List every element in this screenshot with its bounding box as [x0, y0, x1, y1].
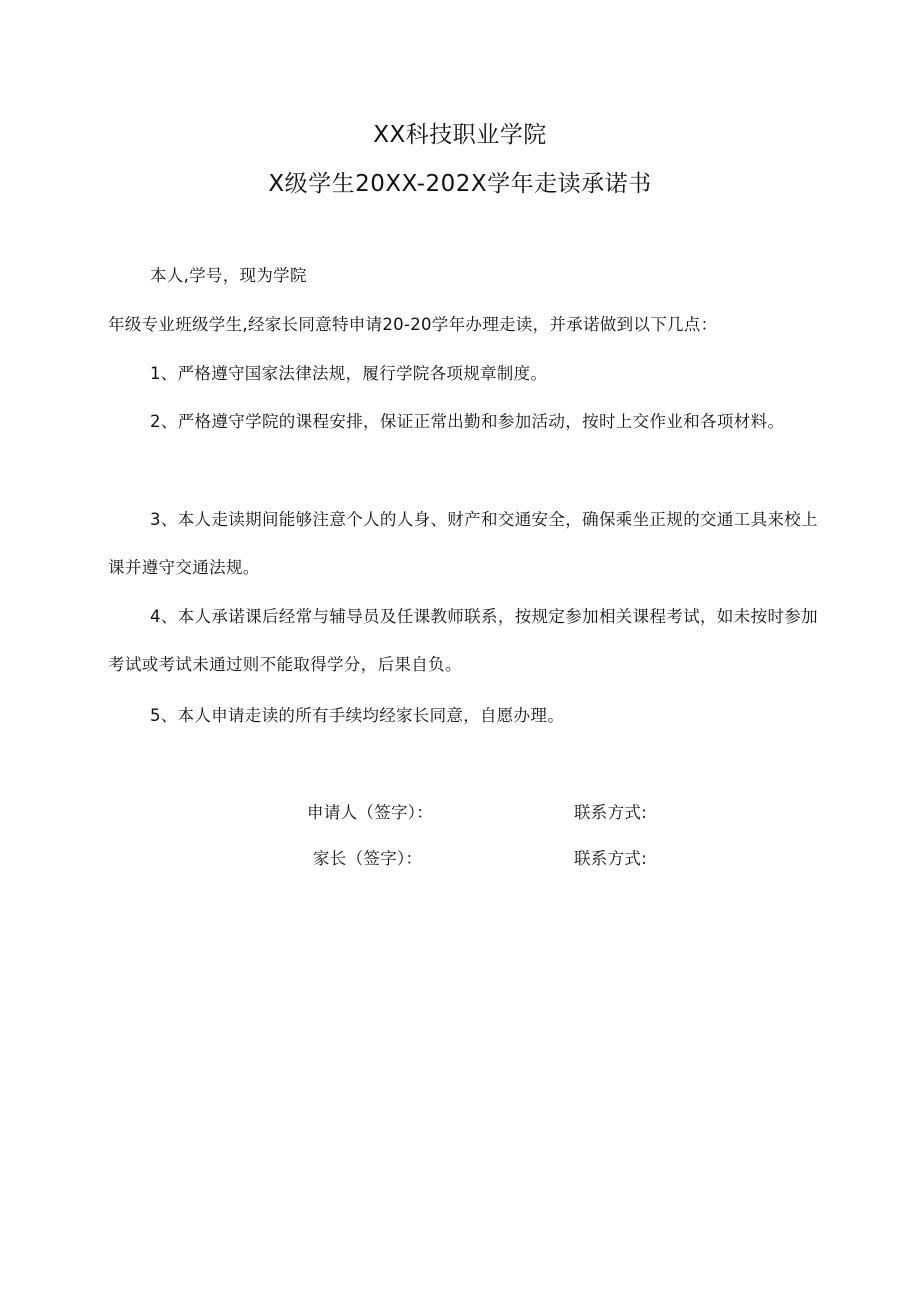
pledge-item-1: 1、严格遵守国家法律法规，履行学院各项规章制度。: [150, 364, 548, 383]
parent-contact-label: 联系方式:: [574, 849, 648, 868]
applicant-contact-label: 联系方式:: [574, 803, 648, 822]
applicant-signature-label: 申请人（签字）：: [307, 803, 434, 822]
pledge-item-5: 5、本人申请走读的所有手续均经家长同意，自愿办理。: [150, 706, 564, 725]
application-paragraph: 年级专业班级学生,经家长同意特申请20-20学年办理走读，并承诺做到以下几点：: [108, 315, 718, 334]
intro-paragraph: 本人,学号，现为学院: [150, 266, 307, 285]
document-title-school: XX科技职业学院: [373, 122, 547, 148]
pledge-item-4: 4、本人承诺课后经常与辅导员及任课教师联系，按规定参加相关课程考试，如未按时参加考试或考试未通过则不能取得学分，后果自负。: [108, 607, 818, 674]
document-title-pledge: X级学生20XX-202X学年走读承诺书: [268, 171, 652, 197]
pledge-item-3: 3、本人走读期间能够注意个人的人身、财产和交通安全，确保乘坐正规的交通工具来校上课并遵守交通法规。: [108, 510, 818, 577]
parent-signature-label: 家长（签字）：: [313, 849, 423, 868]
pledge-item-2: 2、严格遵守学院的课程安排，保证正常出勤和参加活动，按时上交作业和各项材料。: [150, 412, 785, 431]
